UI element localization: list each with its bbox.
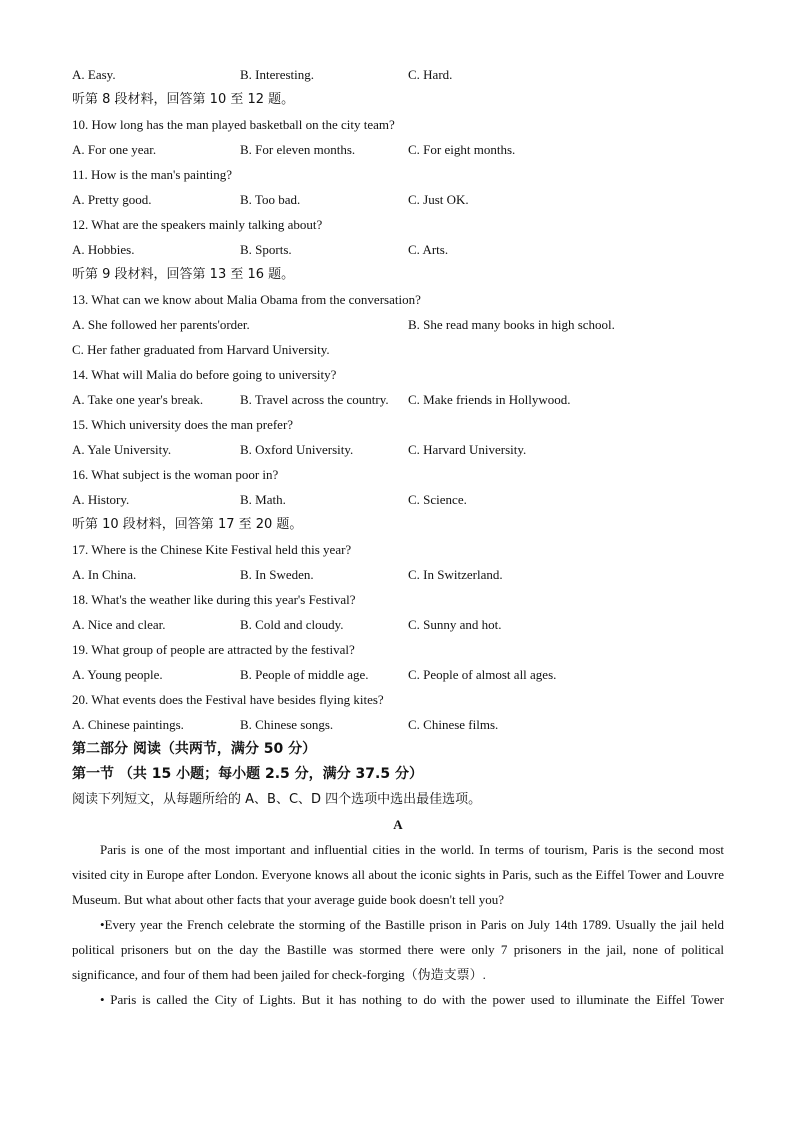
question-line: 14. What will Malia do before going to university?: [72, 367, 337, 382]
option-c: C. Arts.: [408, 242, 449, 257]
option-row: [72, 312, 724, 337]
section-heading: 第一节 （共 15 小题；每小题 2.5 分，满分 37.5 分）: [72, 766, 423, 782]
option-a: A. Pretty good.: [72, 192, 152, 207]
option-row: [72, 62, 724, 87]
instruction-line: 听第 8 段材料，回答第 10 至 12 题。: [72, 92, 295, 107]
question-line: 17. Where is the Chinese Kite Festival held this year?: [72, 542, 352, 557]
option-a: A. History.: [72, 492, 130, 507]
option-b: B. In Sweden.: [240, 567, 314, 582]
option-c: C. Harvard University.: [408, 442, 527, 457]
option-row: [72, 487, 724, 512]
option-row: [72, 137, 724, 162]
option-c: C. People of almost all ages.: [408, 667, 557, 682]
option-row: [72, 612, 724, 637]
option-b: B. Math.: [240, 492, 286, 507]
option-b: B. For eleven months.: [240, 142, 356, 157]
option-c: C. Science.: [408, 492, 467, 507]
option-b: B. Too bad.: [240, 192, 301, 207]
question-line: 15. Which university does the man prefer?: [72, 417, 294, 432]
option-row: [72, 562, 724, 587]
option-c: C. Make friends in Hollywood.: [408, 392, 571, 407]
option-c: C. In Switzerland.: [408, 567, 503, 582]
question-line: C. Her father graduated from Harvard University.: [72, 342, 330, 357]
option-a: A. Take one year's break.: [72, 392, 204, 407]
option-a: A. She followed her parents'order.: [72, 317, 250, 332]
option-row: [72, 387, 724, 412]
question-line: 19. What group of people are attracted by the festival?: [72, 642, 355, 657]
option-c: C. For eight months.: [408, 142, 516, 157]
option-a: A. Easy.: [72, 67, 116, 82]
option-c: C. Hard.: [408, 67, 453, 82]
question-line: 11. How is the man's painting?: [72, 167, 233, 182]
option-b: B. Sports.: [240, 242, 292, 257]
passage-paragraph-3: • Paris is called the City of Lights. But it has nothing to do with the power used to illuminate the Eiffel Tower: [100, 992, 724, 1007]
passage-paragraph-1: Paris is one of the most important and influential cities in the world. In terms of tourism, Paris is the second most visited city in Europe after London. Everyone knows all about the iconic sights in Paris, such as the Eiffel Tower and Louvre Museum. But what about other facts that your average guide book doesn't tell you?: [72, 842, 724, 907]
option-b: B. Cold and cloudy.: [240, 617, 344, 632]
instruction-line: 听第 10 段材料，回答第 17 至 20 题。: [72, 517, 303, 532]
option-a: A. In China.: [72, 567, 137, 582]
instruction-line: 阅读下列短文，从每题所给的 A、B、C、D 四个选项中选出最佳选项。: [72, 792, 482, 807]
option-c: C. Chinese films.: [408, 717, 499, 732]
instruction-line: 听第 9 段材料，回答第 13 至 16 题。: [72, 267, 295, 282]
question-list: [72, 62, 724, 812]
option-b: B. She read many books in high school.: [408, 317, 615, 332]
option-b: B. Interesting.: [240, 67, 315, 82]
option-a: A. Chinese paintings.: [72, 717, 184, 732]
option-a: A. Hobbies.: [72, 242, 135, 257]
question-line: 13. What can we know about Malia Obama from the conversation?: [72, 292, 421, 307]
question-line: 16. What subject is the woman poor in?: [72, 467, 279, 482]
option-row: [72, 237, 724, 262]
question-line: 18. What's the weather like during this year's Festival?: [72, 592, 356, 607]
option-b: B. Travel across the country.: [240, 392, 389, 407]
question-line: 12. What are the speakers mainly talking about?: [72, 217, 323, 232]
option-a: A. Young people.: [72, 667, 163, 682]
option-a: A. Yale University.: [72, 442, 172, 457]
passage-label: A: [393, 817, 403, 832]
option-c: C. Sunny and hot.: [408, 617, 502, 632]
option-a: A. Nice and clear.: [72, 617, 166, 632]
exam-page: [72, 62, 724, 1012]
option-row: [72, 662, 724, 687]
option-b: B. Chinese songs.: [240, 717, 334, 732]
question-line: 20. What events does the Festival have besides flying kites?: [72, 692, 384, 707]
passage-paragraph-2: •Every year the French celebrate the storming of the Bastille prison in Paris on July 14th 1789. Usually the jail held political prisoners but on the day the Bastille was stormed there were only 7 prisoners in the jail, none of political significance, and four of them had been jailed for check-forging（伪造支票）.: [72, 917, 724, 982]
option-c: C. Just OK.: [408, 192, 469, 207]
option-row: [72, 712, 724, 737]
section-heading: 第二部分 阅读（共两节，满分 50 分）: [72, 741, 317, 757]
option-a: A. For one year.: [72, 142, 157, 157]
option-row: [72, 437, 724, 462]
option-b: B. People of middle age.: [240, 667, 369, 682]
question-line: 10. How long has the man played basketball on the city team?: [72, 117, 395, 132]
option-b: B. Oxford University.: [240, 442, 354, 457]
option-row: [72, 187, 724, 212]
